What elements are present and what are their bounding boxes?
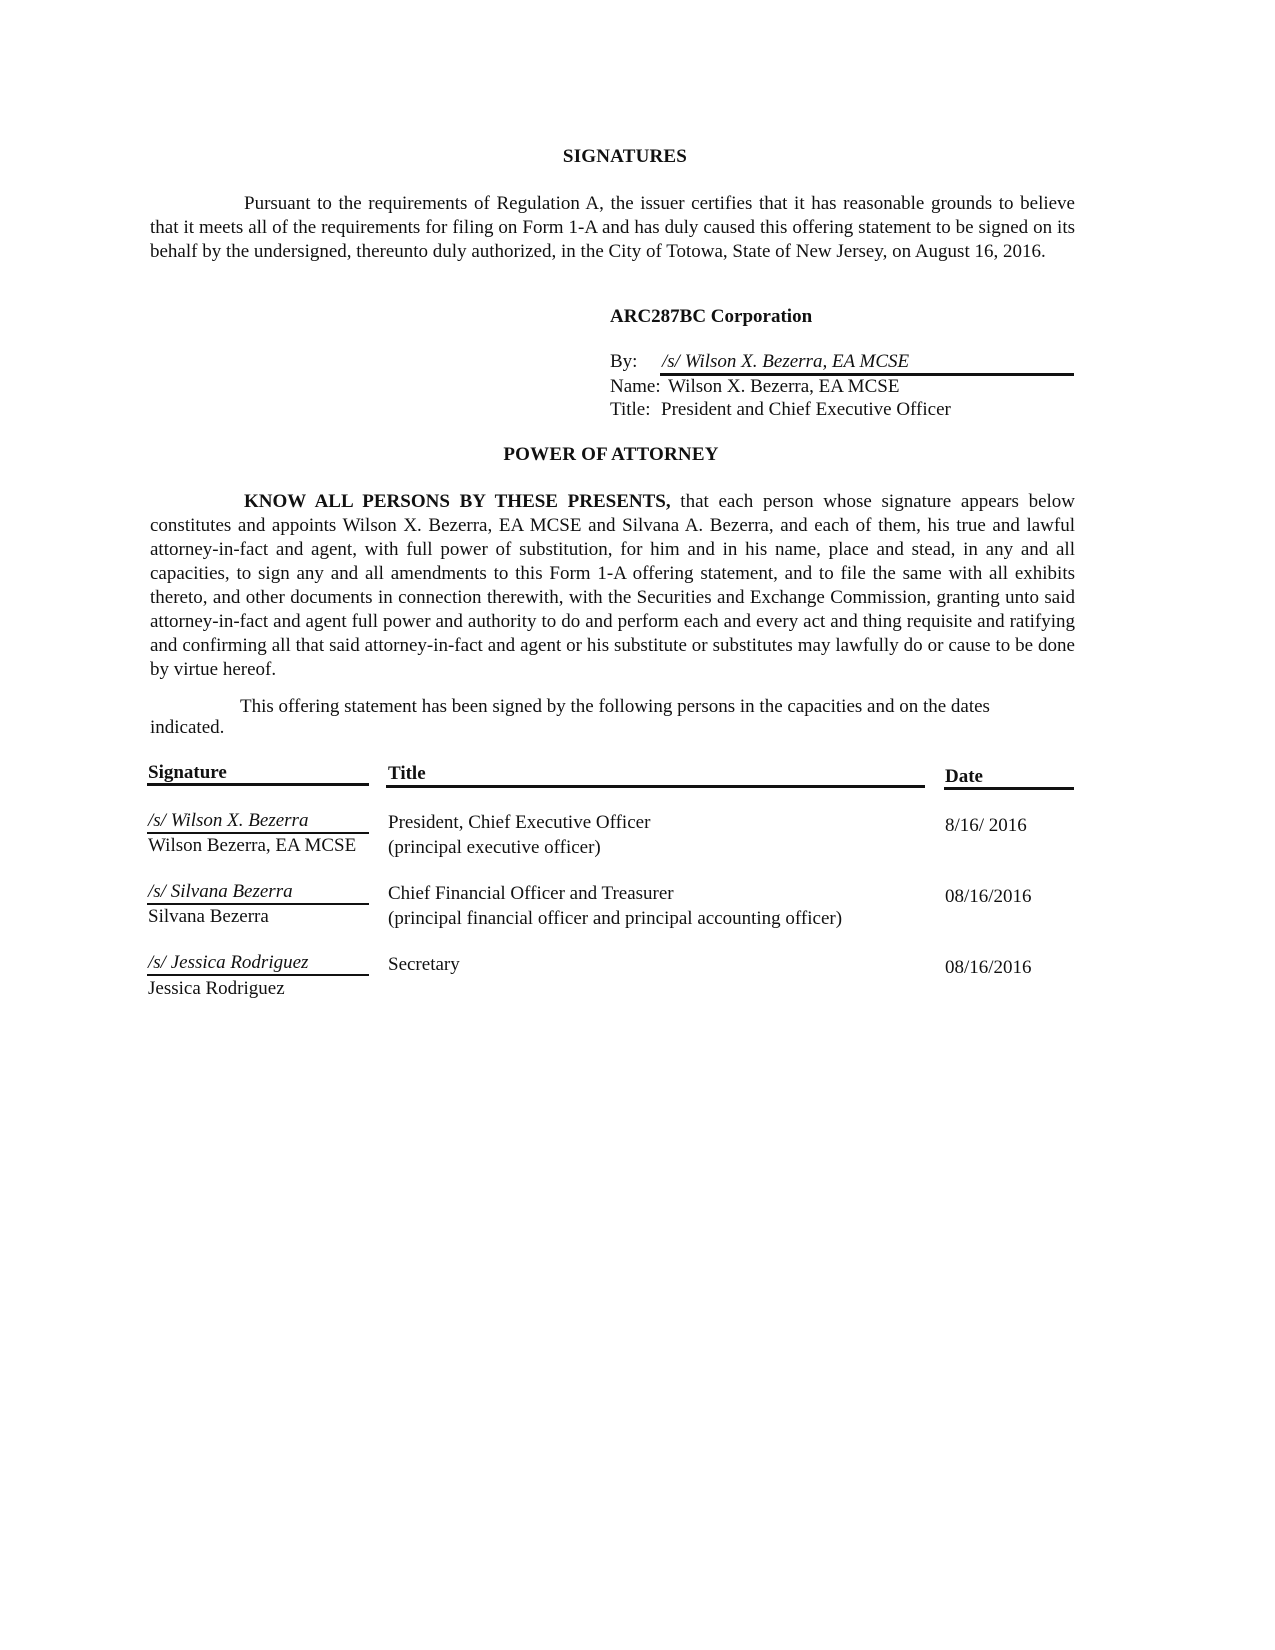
- signature-header-rule: [147, 783, 369, 786]
- table-row-name: Wilson Bezerra, EA MCSE: [148, 835, 357, 856]
- title-label: Title:: [610, 399, 651, 420]
- table-row-title-detail: (principal financial officer and principal accounting officer): [388, 908, 843, 929]
- power-of-attorney-heading: POWER OF ATTORNEY: [503, 444, 719, 465]
- table-row-signature-line: [147, 832, 369, 834]
- signatures-heading: SIGNATURES: [562, 146, 688, 167]
- table-row-signature-line: [147, 903, 369, 905]
- signature-column-header: Signature: [148, 762, 227, 783]
- date-header-rule: [944, 787, 1074, 790]
- table-row-signature-line: [147, 974, 369, 976]
- power-of-attorney-body: that each person whose signature appears below constitutes and appoints Wilson X. Bezerra, EA MCSE and Silvana A. Bezerra, and each of them, his true and lawful attorney-in-fact and agent, with full power of substitution, for him and in his name, place and stead, in any and all capacities, to sign any and all amendments to this Form 1-A offering statement, and to file the same with all exhibits thereto, and other documents in connection therewith, with the Securities and Exchange Commission, granting unto said attorney-in-fact and agent full power and authority to do and perform each and every act and thing requisite and ratifying and confirming all that said attorney-in-fact and agent or his substitute or substitutes may lawfully do or cause to be done by virtue hereof.: [150, 491, 1076, 680]
- title-value: President and Chief Executive Officer: [661, 399, 951, 420]
- offering-statement-line-1: This offering statement has been signed by the following persons in the capacities and on the dates: [240, 696, 990, 717]
- by-label: By:: [610, 351, 638, 372]
- by-signature: /s/ Wilson X. Bezerra, EA MCSE: [662, 351, 910, 372]
- offering-statement-line-2: indicated.: [150, 717, 225, 738]
- company-name: ARC287BC Corporation: [610, 306, 813, 327]
- table-row-title: Secretary: [388, 954, 460, 975]
- table-row-signature: /s/ Silvana Bezerra: [148, 881, 293, 902]
- table-row-title: Chief Financial Officer and Treasurer: [388, 883, 674, 904]
- table-row-name: Jessica Rodriguez: [148, 978, 285, 999]
- name-label: Name:: [610, 376, 661, 397]
- table-row-date: 08/16/2016: [945, 886, 1032, 907]
- table-row-signature: /s/ Jessica Rodriguez: [148, 952, 309, 973]
- date-column-header: Date: [945, 766, 983, 787]
- power-of-attorney-paragraph: [150, 490, 1075, 682]
- know-all-persons-lead: KNOW ALL PERSONS BY THESE PRESENTS,: [244, 491, 671, 512]
- table-row-title: President, Chief Executive Officer: [388, 812, 651, 833]
- title-column-header: Title: [388, 763, 426, 784]
- certification-paragraph: Pursuant to the requirements of Regulation A, the issuer certifies that it has reasonable grounds to believe that it meets all of the requirements for filing on Form 1-A and has duly caused this offering statement to be signed on its behalf by the undersigned, thereunto duly authorized, in the City of Totowa, State of New Jersey, on August 16, 2016.: [150, 193, 1075, 262]
- table-row-title-detail: (principal executive officer): [388, 837, 601, 858]
- table-row-date: 8/16/ 2016: [945, 815, 1027, 836]
- table-row-signature: /s/ Wilson X. Bezerra: [148, 810, 309, 831]
- table-row-name: Silvana Bezerra: [148, 906, 269, 927]
- title-header-rule: [386, 785, 925, 788]
- table-row-date: 08/16/2016: [945, 957, 1032, 978]
- name-value: Wilson X. Bezerra, EA MCSE: [668, 376, 900, 397]
